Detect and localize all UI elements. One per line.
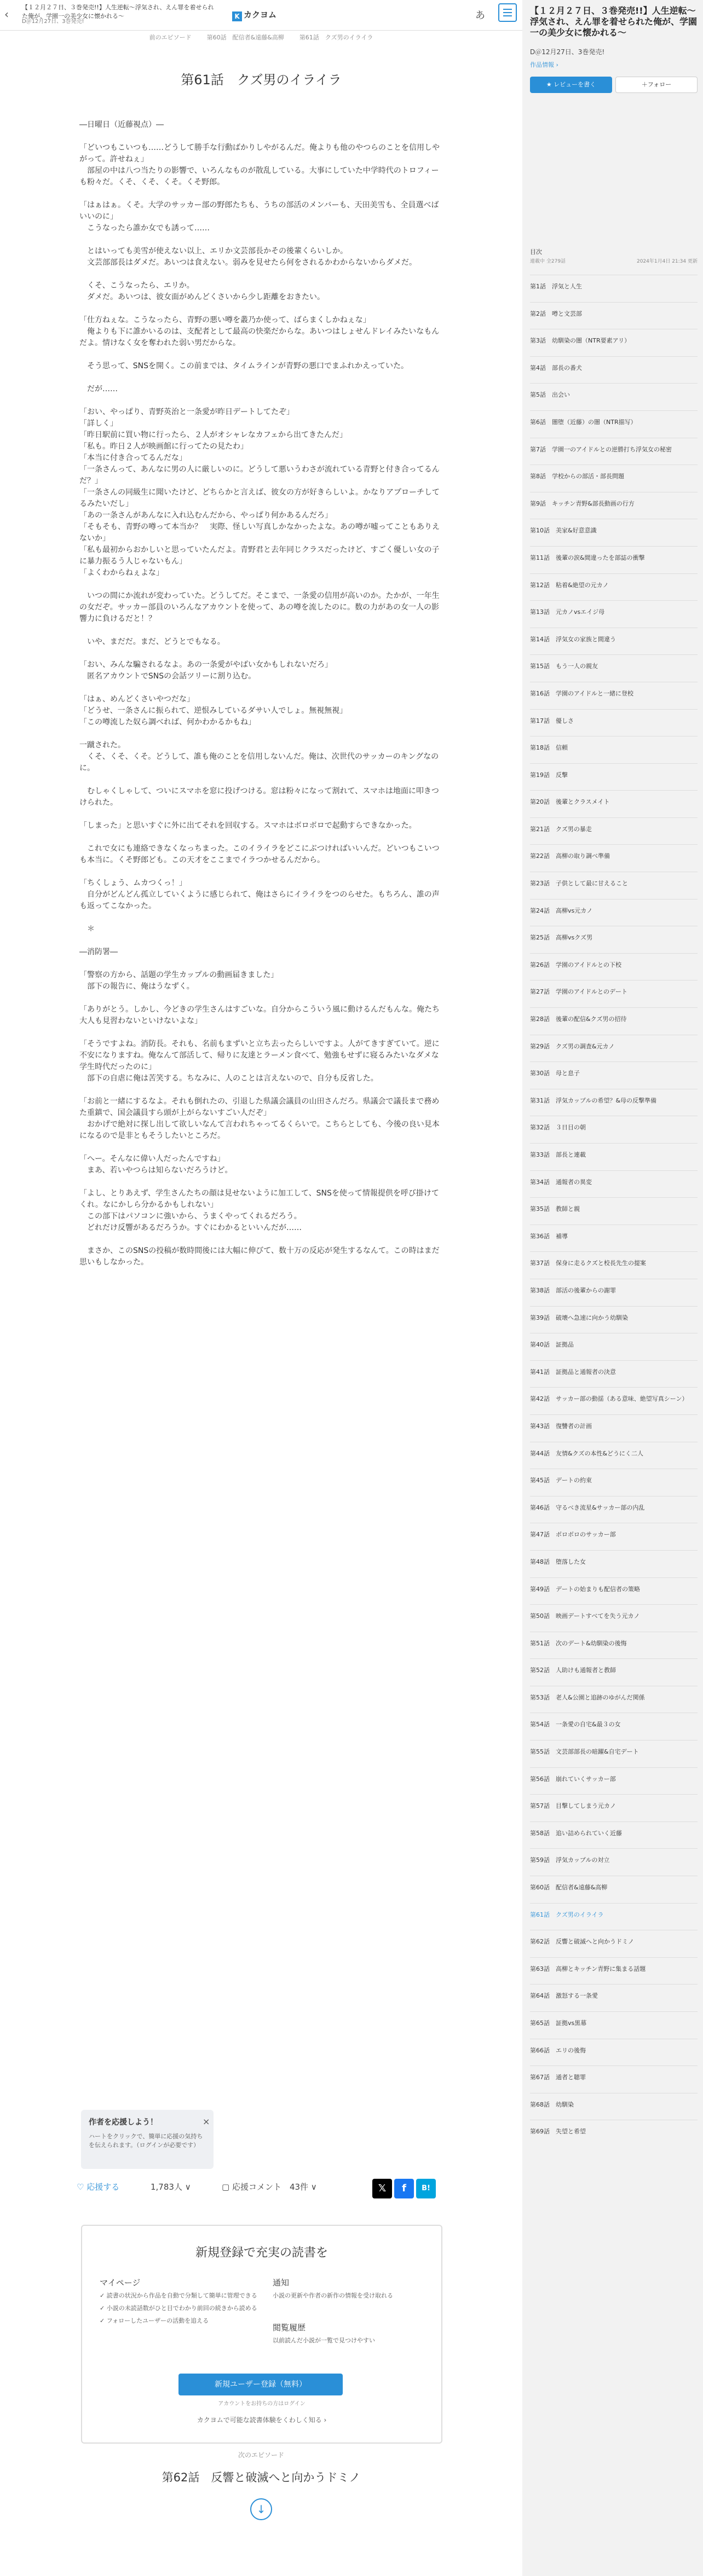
toc-item[interactable]: 第67話 通者と聴罪: [530, 2066, 698, 2093]
toc-item[interactable]: 第13話 元カノvsエイジ母: [530, 600, 698, 628]
support-title: 作者を応援しよう！: [89, 2118, 158, 2127]
toc-item[interactable]: 第16話 学園のアイドルと一緒に登校: [530, 682, 698, 709]
toc-item[interactable]: 第45話 デートの約束: [530, 1469, 698, 1496]
body-paragraph: いや、まだだ。まだ、どうとでもなる。: [79, 637, 225, 646]
write-review-button[interactable]: ★ レビューを書く: [530, 77, 612, 93]
work-info-link[interactable]: 作品情報 ›: [530, 61, 558, 68]
current-episode-label: 第61話 クズ男のイライラ: [299, 34, 373, 41]
toc-item[interactable]: 第17話 優しさ: [530, 709, 698, 736]
toc-updated: 2024年1月4日 21:34 更新: [636, 259, 698, 264]
history-title: 閲覧履歴: [273, 2323, 306, 2333]
body-paragraph: くそ、こうなったら、エリか。 ダメだ。あいつは、彼女面がめんどくさいから少し距離をおきたい。: [87, 281, 325, 301]
toc-item[interactable]: 第6話 闇堕（近藤）の闇（NTR描写）: [530, 410, 698, 438]
signup-button[interactable]: 新規ユーザー登録（無料）: [178, 2374, 343, 2395]
toc-item[interactable]: 第36話 補導: [530, 1225, 698, 1252]
toc-item[interactable]: 第53話 老人&公園と追跡のゆがんだ関係: [530, 1686, 698, 1713]
author-name[interactable]: D＠12月27日、3巻発売!: [22, 19, 84, 25]
body-paragraph: 「仕方ねぇな。こうなったら、青野の悪い噂を叢乃か使って、ばらまくしかねぇな」 俺よりも下に誰かいるのは、支配者として最高の快楽だからな。あいつはしょせんドレイみたいなもんだよ。情けなく女を奪われた弱い男だからな。: [79, 316, 440, 347]
toc-item[interactable]: 第33話 部長と連載: [530, 1143, 698, 1170]
main-content: [0, 31, 522, 2576]
toc-item[interactable]: 第12話 粘着&絶望の元カノ: [530, 573, 698, 601]
body-paragraph: 「へー。そんなに偉い人だったんですね」 まあ、若いやつらは知らないだろうけど。: [79, 1154, 233, 1175]
toc-item[interactable]: 第47話 ボロボロのサッカー部: [530, 1523, 698, 1550]
prev-episode-link[interactable]: 前のエピソード: [149, 34, 192, 41]
history-column: [273, 2323, 426, 2345]
cheer-button[interactable]: ♡ 応援する: [77, 2182, 120, 2192]
toc-item[interactable]: 第54話 一条愛の自宅&最３の女: [530, 1713, 698, 1740]
sidebar-work-title[interactable]: 【１２月２７日、３巻発売!!】人生逆転〜浮気され、えん罪を着せられた俺が、学園一の美少女に懐かれる〜: [530, 5, 697, 38]
toc-item[interactable]: 第39話 破壊へ急速に向かう幼馴染: [530, 1306, 698, 1333]
menu-button[interactable]: [498, 3, 517, 22]
toc-item[interactable]: 第27話 学園のアイドルとのデート: [530, 980, 698, 1007]
toc-item[interactable]: 第20話 後輩とクラスメイト: [530, 790, 698, 817]
toc-item[interactable]: 第24話 高柳vs元カノ: [530, 899, 698, 926]
toc-item[interactable]: 第34話 通報者の異変: [530, 1170, 698, 1198]
body-paragraph: とはいっても美雪が使えない以上、エリか文芸部長かその後輩くらいしか。 文芸部部長はダメだ。あいつは食えない。弱みを見せたら何をされるかわからないからダメだ。: [87, 247, 417, 267]
toc-item[interactable]: 第51話 次のデート&幼馴染の後悔: [530, 1632, 698, 1659]
next-episode-label: 次のエピソード: [238, 2451, 284, 2459]
body-paragraph: 「どいつもこいつも……どうして勝手な行動ばかりしやがるんだ。俺よりも他のやつらのことを信用しやがって。許せねぇ」 部屋の中は八つ当たりの影響で、いろんなものが散乱している。大事にしていた中学時代のトロフィーも粉々だ。くそ、くそ、くそ。くそ野郎。: [79, 143, 440, 187]
toc-item[interactable]: 第55話 文芸部部長の暗躍&自宅デート: [530, 1740, 698, 1767]
toc-item[interactable]: 第46話 守るべき流星&サッカー部の内乱: [530, 1496, 698, 1523]
signup-card: [81, 2225, 442, 2444]
body-paragraph: いつの間にか流れが変わっていた。どうしてだ。そこまで、一条愛の信用が高いのか。たかが、一年生の女だぞ。サッカー部員のいろんなアカウントを使って、あの噂を流したのに。数の力があの女一人の影響力に負けるだと！？: [79, 591, 440, 623]
toc-item[interactable]: 第43話 復讐者の計画: [530, 1414, 698, 1442]
toc-item[interactable]: 第23話 子供として最に甘えること: [530, 872, 698, 899]
toc-item[interactable]: 第68話 幼馴染: [530, 2093, 698, 2120]
mypage-item: ✓ 読書の状況から作品を自動で分類して簡単に管理できる: [100, 2292, 257, 2299]
episode-nav: [0, 33, 522, 42]
toc-item[interactable]: 第14話 浮気女の家族と間違う: [530, 628, 698, 655]
toc-item[interactable]: 第10話 美家&好意意識: [530, 519, 698, 546]
toc-item[interactable]: 第2話 噂と文芸部: [530, 302, 698, 329]
body-paragraph: ―消防署―: [79, 948, 118, 956]
toc-item[interactable]: 第56話 崩れていくサッカー部: [530, 1767, 698, 1795]
toc-item[interactable]: 第58話 追い詰められていく近藤: [530, 1821, 698, 1849]
cheer-count[interactable]: 1,783人 ∨: [151, 2182, 191, 2192]
mypage-item: ✓ 小説の未読話数がひと目でわかり前回の続きから読める: [100, 2305, 257, 2312]
sidebar-author[interactable]: D＠12月27日、3巻発売!: [530, 48, 605, 56]
toc-heading: 目次: [530, 248, 542, 256]
notice-column: [273, 2278, 426, 2300]
toc-item[interactable]: 第35話 教師と親: [530, 1197, 698, 1225]
toc-item[interactable]: 第40話 証拠品: [530, 1333, 698, 1360]
toc-item[interactable]: 第49話 デートの始まりも配信者の策略: [530, 1577, 698, 1605]
follow-button[interactable]: ＋フォロー: [615, 77, 698, 93]
body-paragraph: 「そうですよね。消防長。それも、名前もまずいと立ち去ったらしいですよ。人がてきすぎていて。逆に不安になりますね。俺なんて部活して、帰りに友達とラーメン食べて、勉強もせずに寝るみたいなダメな学生時代だったのに」 部下の自虐に俺は苦笑する。ちなみに、人のことは言えないので、自分も反省した。: [79, 1040, 440, 1083]
body-paragraph: 「しまった」と思いすぐに外に出てそれを回収する。スマホはボロボロで起動すらできなかった。: [79, 821, 417, 830]
toc-item[interactable]: 第50話 映画デートすべてを失う元カノ: [530, 1604, 698, 1632]
toc-item[interactable]: 第64話 激怒する一条愛: [530, 1984, 698, 2011]
body-paragraph: 「はぁ、めんどくさいやつだな」 「どうせ、一条さんに振られて、逆恨みしているダサい人でしょ。無視無視」 「この噂流した奴ら調べれば、何かわかるかもね」: [79, 695, 348, 727]
episode-title: 第61話 クズ男のイライラ: [181, 72, 342, 88]
toc-item[interactable]: 第32話 ３日目の朝: [530, 1116, 698, 1143]
font-size-icon[interactable]: あ: [475, 10, 485, 21]
signup-heading: 新規登録で充実の読書を: [195, 2246, 328, 2260]
toc-item[interactable]: 第37話 保身に走るクズと校長先生の提案: [530, 1251, 698, 1279]
top-header: [0, 0, 522, 31]
toc-item[interactable]: 第66話 エリの後悔: [530, 2039, 698, 2066]
sidebar: [522, 0, 703, 2576]
toc-item[interactable]: 第63話 高柳とキッチン青野に集まる話題: [530, 1957, 698, 1985]
toc-item-current[interactable]: 第61話 クズ男のイライラ: [530, 1903, 698, 1930]
mypage-title: マイページ: [100, 2278, 141, 2288]
arrow-down-icon[interactable]: ↓: [250, 2498, 272, 2520]
body-paragraph: 「ありがとう。しかし、今どきの学生さんはすごいな。自分からこういう風に動けるんだもんな。俺たち大人も見習わないといけないよな」: [79, 1005, 440, 1025]
body-paragraph: だが……: [79, 385, 118, 393]
toc-item[interactable]: 第62話 反響と破滅へと向かうドミノ: [530, 1930, 698, 1957]
toc-item[interactable]: 第15話 もう一人の親友: [530, 654, 698, 682]
episode-body: [79, 119, 443, 1280]
body-paragraph: 「警察の方から、話題の学生カップルの動画届きました」 部下の報告に、俺はうなずく。: [79, 971, 279, 991]
toc-item[interactable]: 第52話 人助けも通報者と教師: [530, 1658, 698, 1686]
toc-item[interactable]: 第11話 後輩の涙&間違ったを部誌の衝撃: [530, 546, 698, 573]
next-episode-nav-link[interactable]: 第60話 配信者&遠藤&高柳: [206, 34, 284, 41]
toc-item[interactable]: 第9話 キッチン青野&部長動画の行方: [530, 492, 698, 519]
toc-item[interactable]: 第69話 失望と希望: [530, 2120, 698, 2147]
toc-count: 連載中 全279話: [530, 259, 566, 264]
toc-item[interactable]: 第28話 後輩の配信&クズ男の招待: [530, 1007, 698, 1035]
toc-item[interactable]: 第48話 堕落した女: [530, 1550, 698, 1577]
toc-item[interactable]: 第57話 目撃してしまう元カノ: [530, 1794, 698, 1821]
menu-bar-icon: [503, 15, 512, 16]
toc-item[interactable]: 第26話 学園のアイドルとの下校: [530, 953, 698, 980]
toc-item[interactable]: 第7話 学園一のアイドルとの逆勝打ち浮気女の秘密: [530, 438, 698, 465]
site-logo[interactable]: [232, 9, 276, 21]
next-episode-title[interactable]: 第62話 反響と破滅へと向かうドミノ: [162, 2471, 361, 2484]
body-paragraph: 「ちくしょう、ムカつくっ！」 自分がどんどん孤立していくように感じられて、俺はさらにイライラをつのらせた。もちろん、誰の声も返ってこなかった。: [79, 879, 440, 910]
body-paragraph: ―日曜日（近藤視点）―: [79, 120, 164, 129]
support-text: ハートをクリックで、簡単に応援の気持ちを伝えられます。（ログインが必要です）: [89, 2133, 203, 2149]
toc-item[interactable]: 第19話 反撃: [530, 763, 698, 791]
toc-list: [530, 275, 698, 2147]
toc-item[interactable]: 第4話 部長の番犬: [530, 356, 698, 384]
notice-title: 通知: [273, 2278, 290, 2288]
toc-item[interactable]: 第44話 友情&クズの本性&どうにく二人: [530, 1442, 698, 1469]
facebook-share-icon[interactable]: f: [394, 2179, 414, 2198]
body-paragraph: そう思って、SNSを開く。この前までは、タイムラインが青野の悪口でまふれかえっていた。: [79, 362, 408, 370]
body-paragraph: 「おい、みんな騙されるなよ。あの一条愛がやばい女かもしれないだろ」 匿名アカウントでSNSの会話ツリーに割り込む。: [79, 660, 332, 681]
login-note[interactable]: アカウントをお持ちの方はログイン: [218, 2401, 306, 2407]
history-text: 以前読んだ小説が一覧で見つけやすい: [273, 2337, 375, 2344]
body-paragraph: これで女にも連絡できなくなっちまった。このイライラをどこにぶつければいいんだ。どいつもこいつも本当に。くそ野郎ども。この天才をここまでイラつかせるんだから。: [79, 844, 440, 865]
support-tooltip: [81, 2110, 214, 2169]
mypage-item: ✓ フォローしたユーザーの活動を追える: [100, 2317, 209, 2324]
toc-item[interactable]: 第41話 証拠品と通報者の決意: [530, 1360, 698, 1388]
comment-button[interactable]: ▢ 応援コメント 43件 ∨: [222, 2182, 317, 2192]
work-title[interactable]: 【１２月２７日、３巻発売!!】人生逆転〜浮気され、えん罪を着せられた俺が、学園一の美少女に懐かれる〜: [22, 4, 214, 20]
toc-item[interactable]: 第65話 証拠vs黒幕: [530, 2011, 698, 2039]
toc-item[interactable]: 第1話 浮気と人生: [530, 275, 698, 302]
menu-bar-icon: [503, 12, 512, 13]
toc-item[interactable]: 第18話 信頼: [530, 736, 698, 763]
toc-item[interactable]: 第21話 クズ男の暴走: [530, 817, 698, 845]
toc-item[interactable]: 第31話 浮気カップルの希望？&母の反撃準備: [530, 1089, 698, 1116]
x-share-icon[interactable]: 𝕏: [372, 2179, 392, 2198]
toc-item[interactable]: 第3話 幼馴染の闇（NTR要素アリ）: [530, 329, 698, 356]
toc-item[interactable]: 第25話 高柳vsクズ男: [530, 926, 698, 953]
body-paragraph: 一蹴された。 くそ、くそ、くそ。どうして、誰も俺のことを信用しないんだ。俺は、次世代のサッカーのキングなのに。: [79, 741, 439, 773]
toc-item[interactable]: 第5話 出会い: [530, 383, 698, 410]
menu-bar-icon: [503, 9, 512, 10]
toc-meta: [530, 257, 698, 264]
back-arrow-icon[interactable]: ‹: [4, 8, 9, 21]
body-paragraph: 「よし、とりあえず、学生さんたちの顔は見せないように加工して、SNSを使って情報提供を呼び掛けてくれ。なにかしら分かるかもしれない」 この部下はパソコンに強いから、うまくやってくれるだろう。 どれだけ反響があるだろうか。すぐにわかるといいんだが……: [79, 1189, 439, 1232]
toc-item[interactable]: 第59話 浮気カップルの対立: [530, 1848, 698, 1876]
toc-item[interactable]: 第38話 部活の後輩からの謝罪: [530, 1279, 698, 1306]
learn-more-link[interactable]: カクヨムで可能な読書体験をくわしく知る ›: [197, 2416, 327, 2424]
action-bar: [77, 2181, 443, 2203]
toc-item[interactable]: 第22話 高柳の取り調べ準備: [530, 844, 698, 872]
mypage-column: [100, 2278, 258, 2325]
toc-item[interactable]: 第30話 母と息子: [530, 1061, 698, 1089]
body-paragraph: 「はぁはぁ。くそ。大学のサッカー部の野郎たちも、うちの部活のメンバーも、天田美雪も、全員選べばいいのに」 こうなったら誰か女でも誘って……: [79, 201, 439, 233]
hatena-share-icon[interactable]: B!: [416, 2179, 436, 2198]
notice-text: 小説の更新や作者の新作の情報を受け取れる: [273, 2292, 393, 2299]
body-paragraph: ＊: [79, 925, 95, 933]
logo-text: カクヨム: [244, 10, 277, 20]
close-icon[interactable]: ×: [203, 2116, 210, 2127]
toc-item[interactable]: 第29話 クズ男の調査&元カノ: [530, 1035, 698, 1062]
toc-item[interactable]: 第60話 配信者&遠藤&高柳: [530, 1876, 698, 1903]
toc-item[interactable]: 第42話 サッカー部の動揺（ある意味、絶望写真シーン）: [530, 1387, 698, 1414]
logo-mark-icon: K: [232, 11, 242, 21]
body-paragraph: むしゃくしゃして、ついにスマホを窓に投げつける。窓は粉々になって割れて、スマホは地面に叩きつけられた。: [79, 787, 439, 807]
body-paragraph: まさか、このSNSの投稿が数時間後には大幅に伸びて、数十万の反応が発生するなんて。この時はまだ思いもしなかった。: [79, 1246, 440, 1267]
toc-item[interactable]: 第8話 学校からの部活・部長問題: [530, 465, 698, 492]
body-paragraph: 「お前と一緒にするなよ。それも倒れたの、引退した県議会議員の山田さんだろ。県議会で議長まで務めた重鎮で、国会議員すら頭が上がらないすごい人だぞ」 おかげで絶対に探し出して欲しいなんて言われちゃってるくらいで。こちらとしても、今後の良い見本になるので是非ともそうしたいところだ。: [79, 1097, 440, 1140]
body-paragraph: 「おい、やっぱり、青野英治と一条愛が昨日デートしてたぞ」 「詳しく」 「昨日駅前に買い物に行ったら、２人がオシャレなカフェから出てきたんだ」 「私も。昨日２人が映画館に行ってたの見たわ」 「本当に付き合ってるんだな」 「一条さんって、あんなに男の人に厳しいのに。どうして悪いうわさが流れている青野と付き合ってるんだ？」 「一条さんの同級生に聞いたけど、どちらかと言えば、彼女の方が好きらしいよ。かなりアプローチしてるみたいだし」 「あの一条さんがあんなに入れ込むんだから、やっぱり何かあるんだろ」 「そもそも、青野の噂って本当か？ 実際、怪しい写真しかなかったよな。あの噂が嘘ってこともありえないか」 「私も最初からおかしいと思っていたんだよ。青野君と去年同じクラスだったけど、すごく優しい女の子に暴力振るう人じゃないもん」 「よくわからねぇよな」: [79, 408, 440, 577]
